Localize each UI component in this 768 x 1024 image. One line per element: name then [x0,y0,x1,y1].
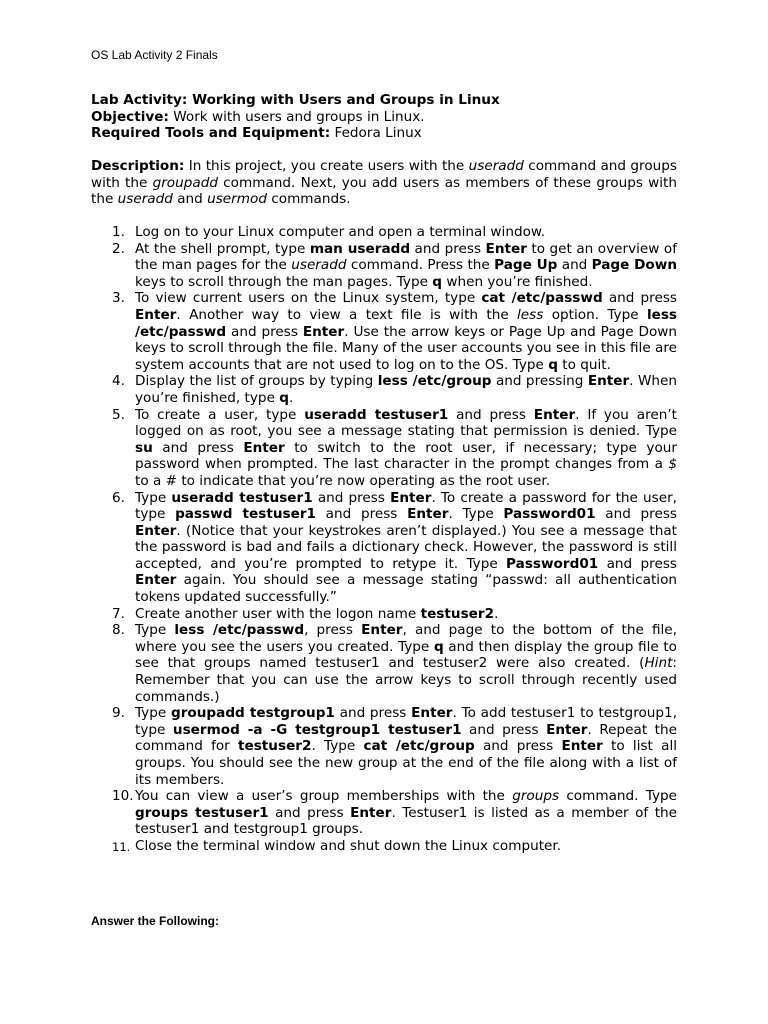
step-text: . Testuser1 is listed as a member of the testuser1 and testgroup1 groups. [135,804,677,838]
step-bold-text: Enter [587,373,630,390]
step-text: to get an overview of the man pages for the [135,240,677,274]
step-bold-text: Enter [561,738,603,755]
step-bold-text: Enter [135,306,177,323]
step-text: Type [135,622,175,639]
step-text: Create another user with the logon name [135,605,421,622]
step-bold-text: Enter [243,439,285,456]
step-bold-text: useradd testuser1 [304,406,449,423]
step-item [91,290,677,373]
step-bold-text: less /etc/passwd [135,306,677,340]
step-bold-text: Enter [533,406,576,423]
step-text: and press [448,406,534,423]
step-bold-text: Enter [485,240,527,257]
step-item [91,705,677,788]
step-text: . [288,389,294,406]
step-number: 5. [112,406,125,423]
objective-label: Objective: [91,108,169,125]
step-text: and press [598,555,677,572]
step-item [91,838,677,855]
tools-text: Fedora Linux [330,125,422,142]
step-text: and press [268,804,351,821]
step-bold-text: Page Up [494,257,558,274]
step-text: command. Type [559,788,677,805]
step-text: Type [135,489,172,506]
steps-list [91,224,677,855]
step-bold-text: Enter [411,705,453,722]
step-text: , press [304,622,362,639]
step-bold-text: usermod -a -G testgroup1 testuser1 [172,721,462,738]
step-italic-text: less [517,306,544,323]
step-bold-text: q [433,638,444,655]
step-text: and press [461,721,547,738]
step-text: and press [595,506,677,523]
step-text: and pressing [491,373,588,390]
answer-heading: Answer the Following: [91,914,219,928]
step-number: 11. [112,839,131,854]
step-text: . Repeat the command for [135,721,677,755]
step-number: 10. [112,788,134,805]
step-text: , and page to the bottom of the file, where you see the users you created. Type [135,622,677,655]
step-text: and [557,257,592,274]
tools-label: Required Tools and Equipment: [91,125,331,142]
step-text: and press [602,290,677,307]
step-text: and press [474,738,562,755]
step-number: 9. [112,705,125,722]
step-item [91,373,677,406]
step-text: To view current users on the Linux system, type [135,290,482,307]
step-italic-text: Hint [644,655,673,672]
step-number: 3. [112,290,125,307]
step-item [91,606,677,623]
step-text: . Type [311,738,364,755]
objective-line [91,109,677,126]
step-italic-text: groups [512,788,560,805]
step-text: command. Press the [346,257,495,274]
step-text: Close the terminal window and shut down the Linux computer. [135,837,562,854]
step-bold-text: cat /etc/group [363,738,475,755]
step-text: and press [312,489,391,506]
step-text: keys to scroll through the man pages. Type [135,273,433,290]
step-italic-text: useradd [291,257,347,274]
step-text: and press [226,323,303,340]
step-bold-text: q [548,356,558,373]
step-text: . Use the arrow keys or Page Up and Page Down keys to scroll through the file. Many of the user accounts you see in this file are system accounts that are not used to log on to the OS. Type [135,323,677,373]
step-bold-text: Enter [135,572,177,589]
lab-title: Lab Activity: Working with Users and Groups in Linux [91,92,500,108]
step-text: Display the list of groups by typing [135,373,378,390]
step-text: and press [152,439,244,456]
step-bold-text: testuser2 [420,605,495,622]
step-text: and then display the group file to see that groups named testuser1 and testuser2 were also created. ( [135,638,677,672]
step-text: . (Notice that your keystrokes aren’t displayed.) You see a message that the password is bad and fails a dictionary check. However, the password is still accepted, and you’re prompted to retype it. Type [135,522,677,572]
step-text: . To create a password for the user, type [135,489,677,523]
step-text: . To add testuser1 to testgroup1, type [135,705,678,738]
step-text: and press [410,240,486,257]
step-text: option. Type [543,306,647,323]
description-label: Description: [91,158,185,174]
step-text: to list all groups. You should see the new group at the end of the file along with a list of its members. [135,738,677,788]
step-text: . Another way to view a text file is with the [176,306,518,323]
step-italic-text: $ [668,456,677,473]
step-text: to switch to the root user, if necessary; type your password when prompted. The last character in the prompt changes from a [135,439,677,473]
step-bold-text: q [279,389,289,406]
step-bold-text: Enter [546,721,588,738]
step-text: You can view a user’s group memberships with the [135,788,513,805]
step-bold-text: groupadd testgroup1 [170,705,335,722]
page-header: OS Lab Activity 2 Finals [91,48,218,62]
step-text: . Type [448,506,504,523]
step-number: 1. [112,224,125,240]
step-bold-text: Enter [302,323,345,340]
step-text: . When you’re finished, type [135,373,677,406]
step-bold-text: passwd testuser1 [175,506,316,523]
step-item [91,224,677,241]
step-number: 7. [112,605,125,622]
step-bold-text: Enter [135,522,177,539]
step-number: 8. [112,622,125,639]
step-number: 6. [112,489,125,506]
step-text: and press [334,705,412,722]
step-item [91,788,677,838]
step-text: to quit. [557,356,611,373]
step-text: . [494,605,499,622]
tools-line [91,125,677,142]
step-bold-text: groups testuser1 [135,804,269,821]
title-block [91,92,677,142]
step-text: again. You should see a message stating “passwd: all authentication tokens updated successfully.” [135,572,677,606]
step-bold-text: less /etc/group [377,373,492,390]
step-bold-text: man useradd [309,240,411,257]
step-item [91,241,677,291]
step-text: : Remember that you can use the arrow keys to scroll through recently used commands.) [135,655,677,705]
step-text: when you’re finished. [442,273,593,290]
step-bold-text: cat /etc/passwd [481,290,603,307]
step-text: and press [316,506,408,523]
step-bold-text: Enter [350,804,392,821]
step-number: 2. [112,240,125,257]
step-bold-text: q [432,273,443,290]
step-text: To create a user, type [135,406,305,423]
step-bold-text: Password01 [506,555,599,572]
step-bold-text: less /etc/passwd [174,622,305,639]
step-item [91,490,677,606]
step-text: At the shell prompt, type [135,240,310,257]
step-text: Log on to your Linux computer and open a terminal window. [135,224,546,240]
step-bold-text: Password01 [503,506,596,523]
step-bold-text: testuser2 [238,738,312,755]
step-item [91,407,677,490]
step-number: 4. [112,373,125,390]
step-text: Type [135,705,171,722]
step-bold-text: useradd testuser1 [171,489,313,506]
step-bold-text: Enter [407,506,449,523]
description-paragraph: Description: In this project, you create users with the useradd command and groups with the groupadd command. Next, you add users as members of these groups with the useradd and usermod commands. [91,158,678,208]
objective-text: Work with users and groups in Linux. [168,108,425,125]
step-bold-text: Page Down [591,257,677,274]
step-text: to a # to indicate that you’re now operating as the root user. [135,472,551,489]
step-bold-text: su [135,439,153,456]
step-bold-text: Enter [390,489,432,506]
step-item [91,622,677,705]
step-text: . If you aren’t logged on as root, you see a message stating that permission is denied. Type [135,406,677,440]
step-bold-text: Enter [361,622,403,639]
